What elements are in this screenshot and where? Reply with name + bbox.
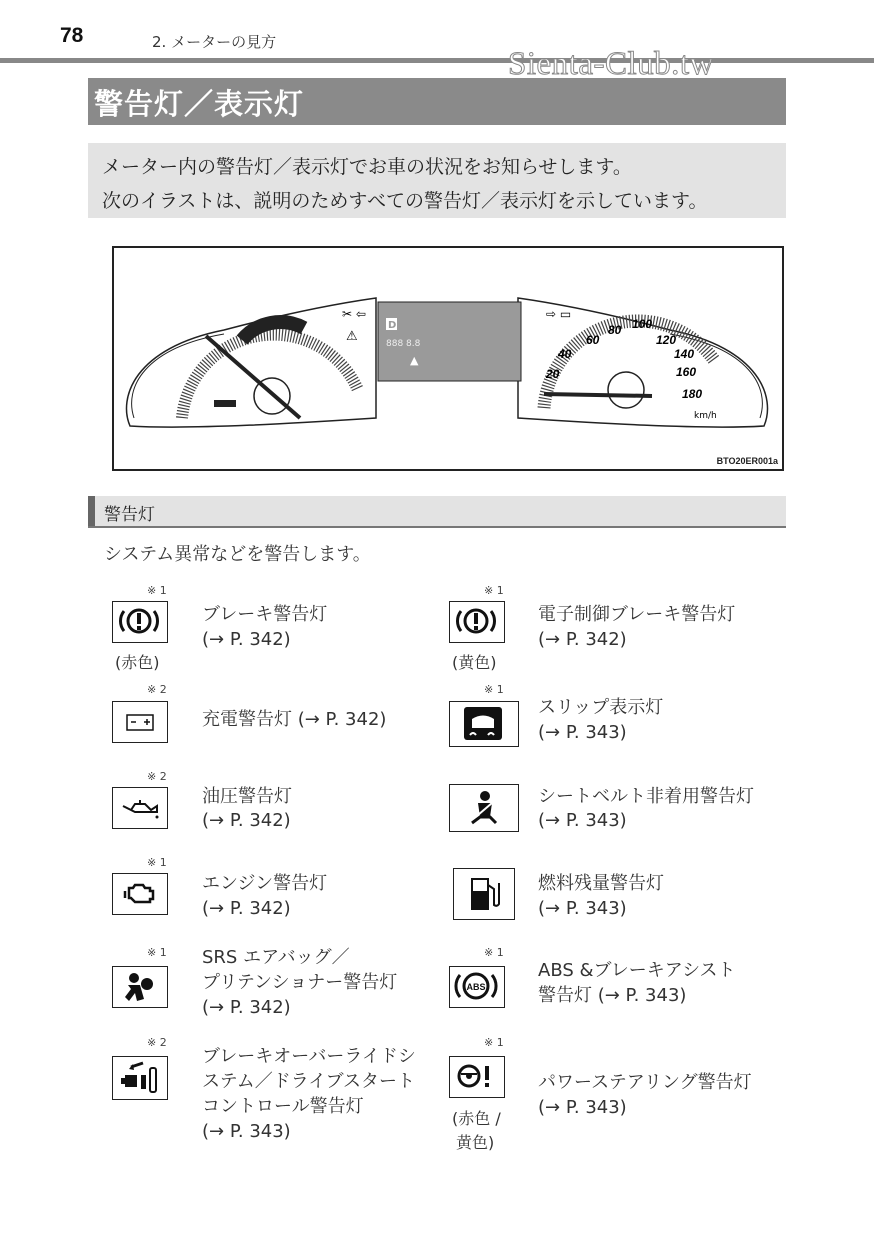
lcd-odo: 888 8.8 [386, 339, 421, 349]
figure-label: BTO20ER001a [716, 456, 778, 466]
meter-illustration [112, 246, 784, 471]
note-brake: ※ 1 [147, 584, 167, 597]
electronic-brake-warning-icon [449, 601, 505, 643]
speed-unit-label: km/h [694, 411, 717, 421]
speed-tick-label: 160 [676, 365, 697, 379]
svg-text:▲: ▲ [410, 354, 419, 367]
speed-tick-label: 100 [632, 317, 653, 331]
section-header [88, 496, 786, 528]
brake-ref: (→ P. 342) [202, 629, 291, 650]
speed-tick-label: 120 [656, 333, 677, 347]
note-airbag: ※ 1 [147, 946, 167, 959]
section-title: 警告灯 [104, 505, 155, 525]
engine-icon [112, 873, 168, 915]
brake-warning-icon [112, 601, 168, 643]
svg-text:⚠: ⚠ [346, 329, 358, 344]
brake-color: (赤色) [115, 653, 160, 672]
oil-ref: (→ P. 342) [202, 810, 291, 831]
brake-name: ブレーキ警告灯 [202, 604, 328, 625]
override-line-3: コントロール警告灯 [202, 1096, 364, 1117]
slip-indicator-icon [449, 701, 519, 747]
svg-text:⇨ ▭: ⇨ ▭ [546, 307, 572, 321]
note-slip: ※ 1 [484, 683, 504, 696]
page-title: 警告灯／表示灯 [94, 87, 305, 121]
abs-line-2: 警告灯 (→ P. 343) [538, 985, 687, 1006]
seatbelt-ref: (→ P. 343) [538, 810, 627, 831]
note-override: ※ 2 [147, 1036, 167, 1049]
intro-line-1: メーター内の警告灯／表示灯でお車の状況をお知らせします。 [102, 156, 632, 178]
svg-text:ABS: ABS [466, 982, 486, 992]
note-eps: ※ 1 [484, 1036, 504, 1049]
airbag-line-2: プリテンショナー警告灯 [202, 972, 398, 993]
seatbelt-icon [449, 784, 519, 832]
chapter-title: 2. メーターの見方 [152, 33, 277, 51]
watermark: Sienta-Club.tw [508, 46, 714, 82]
note-battery: ※ 2 [147, 683, 167, 696]
airbag-icon [112, 966, 168, 1008]
override-line-2: ステム／ドライブスタート [202, 1071, 415, 1092]
section-marker [88, 496, 95, 526]
note-engine: ※ 1 [147, 856, 167, 869]
page-number: 78 [60, 24, 84, 47]
note-abs: ※ 1 [484, 946, 504, 959]
section-description: システム異常などを警告します。 [104, 544, 371, 565]
airbag-line-1: SRS エアバッグ／ [202, 947, 350, 968]
override-line-4: (→ P. 343) [202, 1121, 291, 1142]
engine-ref: (→ P. 342) [202, 898, 291, 919]
speed-tick-label: 40 [558, 347, 572, 361]
svg-text:✂ ⇦: ✂ ⇦ [342, 307, 366, 321]
seatbelt-name: シートベルト非着用警告灯 [538, 786, 754, 807]
eps-color-line-2: 黄色) [456, 1133, 495, 1152]
meter-cluster-drawing [114, 248, 782, 469]
note-oil: ※ 2 [147, 770, 167, 783]
ebrake-name: 電子制御ブレーキ警告灯 [538, 604, 736, 625]
power-steering-icon [449, 1056, 505, 1098]
abs-icon [449, 966, 505, 1008]
brake-override-icon [112, 1056, 168, 1100]
speed-tick-label: 80 [608, 323, 622, 337]
eps-color-line-1: (赤色 / [452, 1109, 501, 1128]
eps-ref: (→ P. 343) [538, 1097, 627, 1118]
intro-line-2: 次のイラストは、説明のためすべての警告灯／表示灯を示しています。 [102, 190, 708, 212]
abs-line-1: ABS &ブレーキアシスト [538, 960, 736, 981]
battery-icon [112, 701, 168, 743]
speed-tick-label: 20 [546, 367, 560, 381]
eps-name: パワーステアリング警告灯 [538, 1072, 752, 1093]
header-rule [0, 58, 874, 63]
battery-name: 充電警告灯 (→ P. 342) [202, 709, 387, 730]
note-ebrake: ※ 1 [484, 584, 504, 597]
fuel-icon [453, 868, 515, 920]
oil-name: 油圧警告灯 [202, 786, 292, 807]
oil-pressure-icon [112, 787, 168, 829]
engine-name: エンジン警告灯 [202, 873, 328, 894]
lcd-gear: D [388, 320, 397, 331]
intro-box [88, 143, 786, 218]
speed-tick-label: 140 [674, 347, 695, 361]
override-line-1: ブレーキオーバーライドシ [202, 1046, 416, 1067]
slip-ref: (→ P. 343) [538, 722, 627, 743]
speed-tick-label: 60 [586, 333, 600, 347]
speed-tick-label: 180 [682, 387, 703, 401]
slip-name: スリップ表示灯 [538, 697, 664, 718]
fuel-name: 燃料残量警告灯 [538, 873, 664, 894]
ebrake-ref: (→ P. 342) [538, 629, 627, 650]
fuel-ref: (→ P. 343) [538, 898, 627, 919]
airbag-line-3: (→ P. 342) [202, 997, 291, 1018]
ebrake-color: (黄色) [452, 653, 497, 672]
